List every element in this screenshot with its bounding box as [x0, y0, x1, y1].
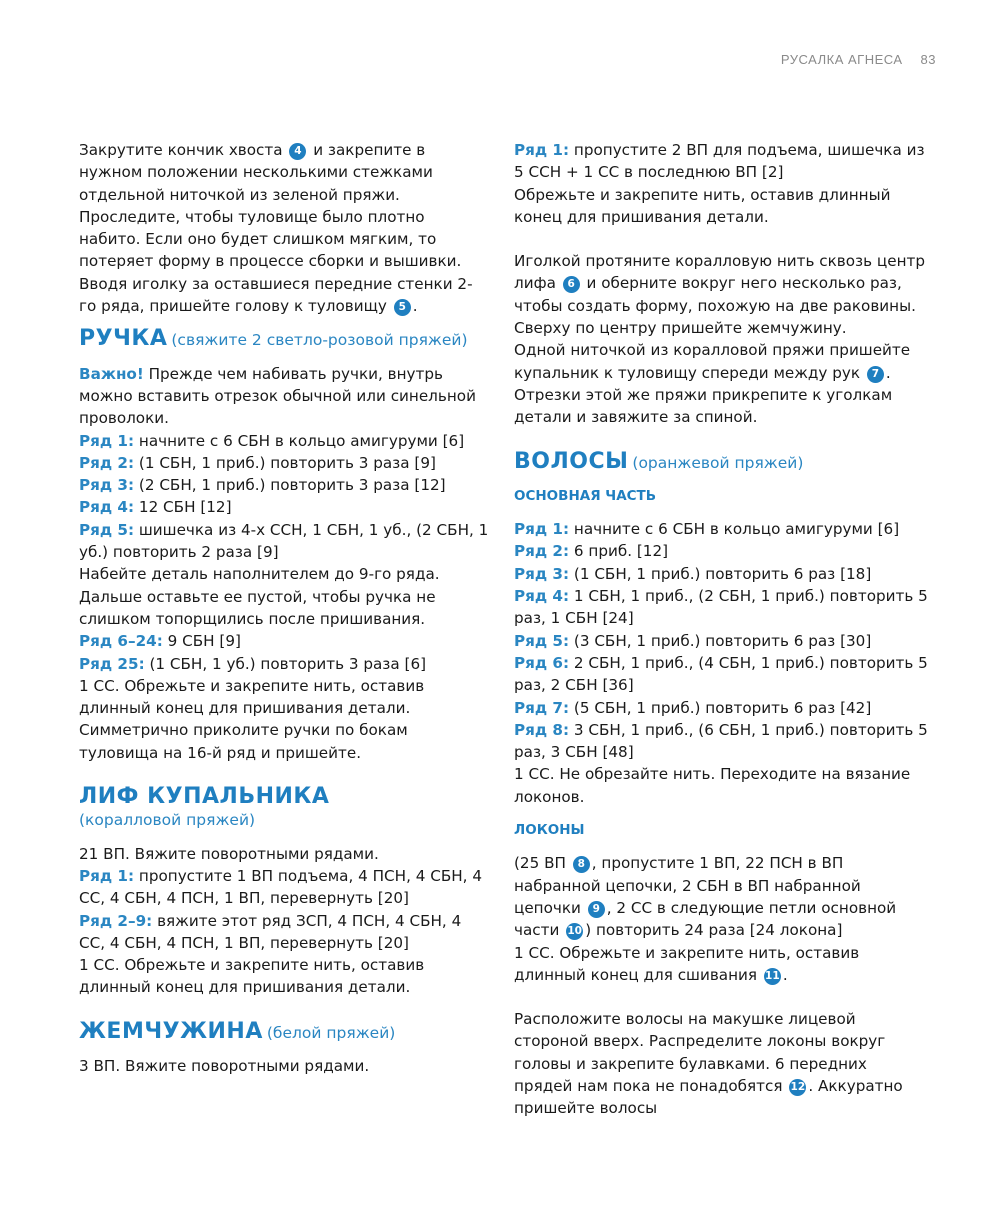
- text: Прежде чем набивать ручки, внутрь можно вставить отрезок обычной или синельной проволоки.: [79, 364, 476, 428]
- text: . Аккуратно пришейте волосы: [514, 1076, 903, 1118]
- row-text: 6 приб. [12]: [569, 542, 669, 561]
- row-label: Ряд 6–24:: [79, 632, 163, 651]
- row-text: (1 СБН, 1 приб.) повторить 6 раз [18]: [569, 564, 872, 583]
- row-text: 9 СБН [9]: [162, 632, 241, 651]
- section-subtitle: (свяжите 2 светло-розовой пряжей): [171, 331, 468, 350]
- row-label: Ряд 2–9:: [79, 911, 153, 930]
- row-label: Ряд 2:: [79, 453, 135, 472]
- text: Иголкой протяните коралловую нить сквозь центр лифа: [514, 252, 925, 293]
- row-label: Ряд 8:: [514, 720, 570, 739]
- text: .: [412, 297, 418, 316]
- row-text: 1 СБН, 1 приб., (2 СБН, 1 приб.) повторить 5 раз, 1 СБН [24]: [514, 587, 928, 628]
- row-instruction: [514, 697, 929, 719]
- row-text: начните с 6 СБН в кольцо амигуруми [6]: [134, 431, 465, 450]
- paragraph-finish: 1 СС. Обрежьте и закрепите нить, оставив длинный конец для пришивания детали.: [79, 956, 425, 997]
- row-label: Ряд 3:: [514, 564, 570, 583]
- row-instruction: [79, 910, 489, 955]
- step-marker: 5: [394, 299, 411, 316]
- row-text: вяжите этот ряд ЗСП, 4 ПСН, 4 СБН, 4 СС, 4 СБН, 4 ПСН, 1 ВП, перевернуть [20]: [79, 911, 462, 952]
- row-instruction: [514, 518, 929, 540]
- section-heading-hair: [514, 448, 929, 474]
- row-instruction: [514, 540, 929, 562]
- row-instruction: [514, 585, 929, 630]
- paragraph-stuffing: Проследите, чтобы туловище было плотно набито. Если оно будет слишком мягким, то потеряет форму в процессе сборки и вышивки.: [79, 207, 462, 271]
- row-text: пропустите 2 ВП для подъема, шишечка из 5 ССН + 1 СС в последнюю ВП [2]: [514, 141, 925, 182]
- row-instruction: [514, 563, 929, 585]
- text: и закрепите в нужном положении несколькими стежками отдельной ниточкой из зеленой пряжи.: [79, 141, 433, 204]
- row-instruction: [79, 653, 489, 675]
- row-instruction: [514, 630, 929, 652]
- paragraph-finish: 1 СС. Обрежьте и закрепите нить, оставив длинный конец для пришивания детали.: [79, 676, 425, 718]
- row-label: Ряд 1:: [514, 141, 570, 159]
- page-number: 83: [920, 52, 936, 67]
- paragraph-tail: [79, 139, 489, 206]
- right-column: [514, 139, 929, 1120]
- step-marker: 7: [867, 366, 884, 383]
- paragraph-hair-attach: [514, 1008, 929, 1119]
- text: Одной ниточкой из коралловой пряжи пришейте купальник к туловищу спереди между рук: [514, 341, 911, 382]
- row-instruction: [514, 139, 929, 184]
- text: (25 ВП: [514, 854, 571, 873]
- row-instruction: [514, 719, 929, 764]
- section-subtitle: (оранжевой пряжей): [632, 453, 804, 472]
- section-title: ЛИФ КУПАЛЬНИКА: [79, 784, 330, 810]
- text: ) повторить 24 раза [24 локона]: [585, 921, 843, 940]
- important-label: Важно!: [79, 364, 144, 383]
- row-text: (5 СБН, 1 приб.) повторить 6 раз [42]: [569, 698, 872, 717]
- row-label: Ряд 5:: [79, 520, 135, 539]
- section-heading-top: [79, 786, 489, 809]
- row-label: Ряд 2:: [514, 542, 570, 561]
- paragraph-wrap: [514, 250, 929, 317]
- step-marker: 6: [563, 276, 580, 293]
- row-instruction: [79, 430, 489, 452]
- step-marker: 4: [289, 143, 306, 160]
- paragraph-attach: Симметрично приколите ручки по бокам туловища на 16-й ряд и пришейте.: [79, 721, 408, 762]
- important-note: [79, 363, 489, 430]
- row-text: 12 СБН [12]: [134, 498, 232, 517]
- paragraph-finish: [514, 942, 929, 987]
- row-instruction: [514, 652, 929, 697]
- row-label: Ряд 5:: [514, 631, 570, 650]
- text: и оберните вокруг него несколько раз, чтобы создать форму, похожую на две раковины.: [514, 274, 916, 315]
- step-marker: 10: [566, 923, 583, 940]
- subheading-main-part: ОСНОВНАЯ ЧАСТЬ: [514, 487, 657, 504]
- paragraph-start: 3 ВП. Вяжите поворотными рядами.: [79, 1056, 370, 1075]
- row-instruction: [79, 630, 489, 652]
- step-marker: 11: [764, 968, 781, 985]
- step-marker: 8: [573, 856, 590, 873]
- running-header: [781, 52, 936, 67]
- row-text: пропустите 1 ВП подъема, 4 ПСН, 4 СБН, 4 СС, 4 СБН, 4 ПСН, 1 ВП, перевернуть [20]: [79, 866, 482, 908]
- step-marker: 9: [588, 901, 605, 918]
- subheading-curls: ЛОКОНЫ: [514, 822, 585, 839]
- row-label: Ряд 1:: [79, 866, 135, 885]
- paragraph-finish: Обрежьте и закрепите нить, оставив длинный конец для пришивания детали.: [514, 185, 891, 226]
- paragraph-finish: 1 СС. Не обрезайте нить. Переходите на вязание локонов.: [514, 765, 911, 806]
- section-subtitle: (белой пряжей): [266, 1023, 396, 1042]
- row-instruction: [79, 519, 489, 564]
- text: , пропустите 1 ВП, 22 ПСН в ВП набранной цепочки, 2 СБН в ВП набранной цепочки: [514, 854, 861, 917]
- row-instruction: [79, 865, 489, 910]
- section-heading-arm: [79, 328, 489, 351]
- row-text: (2 СБН, 1 приб.) повторить 3 раза [12]: [134, 476, 446, 495]
- paragraph-start: 21 ВП. Вяжите поворотными рядами.: [79, 844, 379, 863]
- row-instruction: [79, 496, 489, 518]
- row-label: Ряд 7:: [514, 698, 570, 717]
- row-text: 3 СБН, 1 приб., (6 СБН, 1 приб.) повторить 5 раз, 3 СБН [48]: [514, 720, 928, 762]
- row-text: начните с 6 СБН в кольцо амигуруми [6]: [569, 520, 900, 539]
- text: .: [782, 965, 788, 984]
- paragraph-sew: [514, 339, 929, 428]
- row-text: (3 СБН, 1 приб.) повторить 6 раз [30]: [569, 631, 872, 650]
- paragraph-pearl: Сверху по центру пришейте жемчужину.: [514, 319, 847, 338]
- row-instruction: [79, 452, 489, 474]
- row-label: Ряд 4:: [514, 587, 570, 606]
- row-label: Ряд 3:: [79, 476, 135, 495]
- text: Закрутите кончик хвоста: [79, 141, 288, 159]
- text: Вводя иголку за оставшиеся передние стенки 2-го ряда, пришейте голову к туловищу: [79, 274, 473, 316]
- row-label: Ряд 25:: [79, 654, 145, 673]
- section-title: ВОЛОСЫ: [514, 448, 629, 474]
- row-instruction: [79, 474, 489, 496]
- paragraph-curls: [514, 852, 929, 941]
- row-label: Ряд 6:: [514, 653, 570, 672]
- step-marker: 12: [789, 1079, 806, 1096]
- row-label: Ряд 1:: [79, 431, 135, 450]
- section-title: ЖЕМЧУЖИНА: [79, 1018, 263, 1044]
- header-title: РУСАЛКА АГНЕСА: [780, 52, 903, 67]
- section-title: РУЧКА: [79, 326, 168, 352]
- row-label: Ряд 1:: [514, 520, 570, 539]
- text: , 2 СС в следующие петли основной части: [514, 898, 897, 940]
- text: Расположите волосы на макушке лицевой стороной вверх. Распределите локоны вокруг головы и закрепите булавками. 6 передних прядей нам пока не понадобятся: [514, 1010, 886, 1095]
- section-subtitle-line: [79, 809, 489, 831]
- row-text: (1 СБН, 1 приб.) повторить 3 раза [9]: [134, 453, 436, 472]
- paragraph-note: Набейте деталь наполнителем до 9-го ряда. Дальше оставьте ее пустой, чтобы ручка не слишком топорщились после пришивания.: [79, 565, 440, 628]
- row-text: (1 СБН, 1 уб.) повторить 3 раза [6]: [144, 654, 427, 673]
- text: 1 СС. Обрежьте и закрепите нить, оставив длинный конец для сшивания: [514, 943, 860, 984]
- section-subtitle: (коралловой пряжей): [79, 811, 256, 830]
- left-column: [79, 139, 489, 1077]
- row-text: шишечка из 4-х ССН, 1 СБН, 1 уб., (2 СБН, 1 уб.) повторить 2 раза [9]: [79, 520, 489, 562]
- text: . Отрезки этой же пряжи прикрепите к уголкам детали и завяжите за спиной.: [514, 363, 893, 427]
- paragraph-head: [79, 273, 489, 318]
- row-label: Ряд 4:: [79, 498, 135, 517]
- row-text: 2 СБН, 1 приб., (4 СБН, 1 приб.) повторить 5 раз, 2 СБН [36]: [514, 653, 928, 695]
- section-heading-pearl: [79, 1018, 489, 1044]
